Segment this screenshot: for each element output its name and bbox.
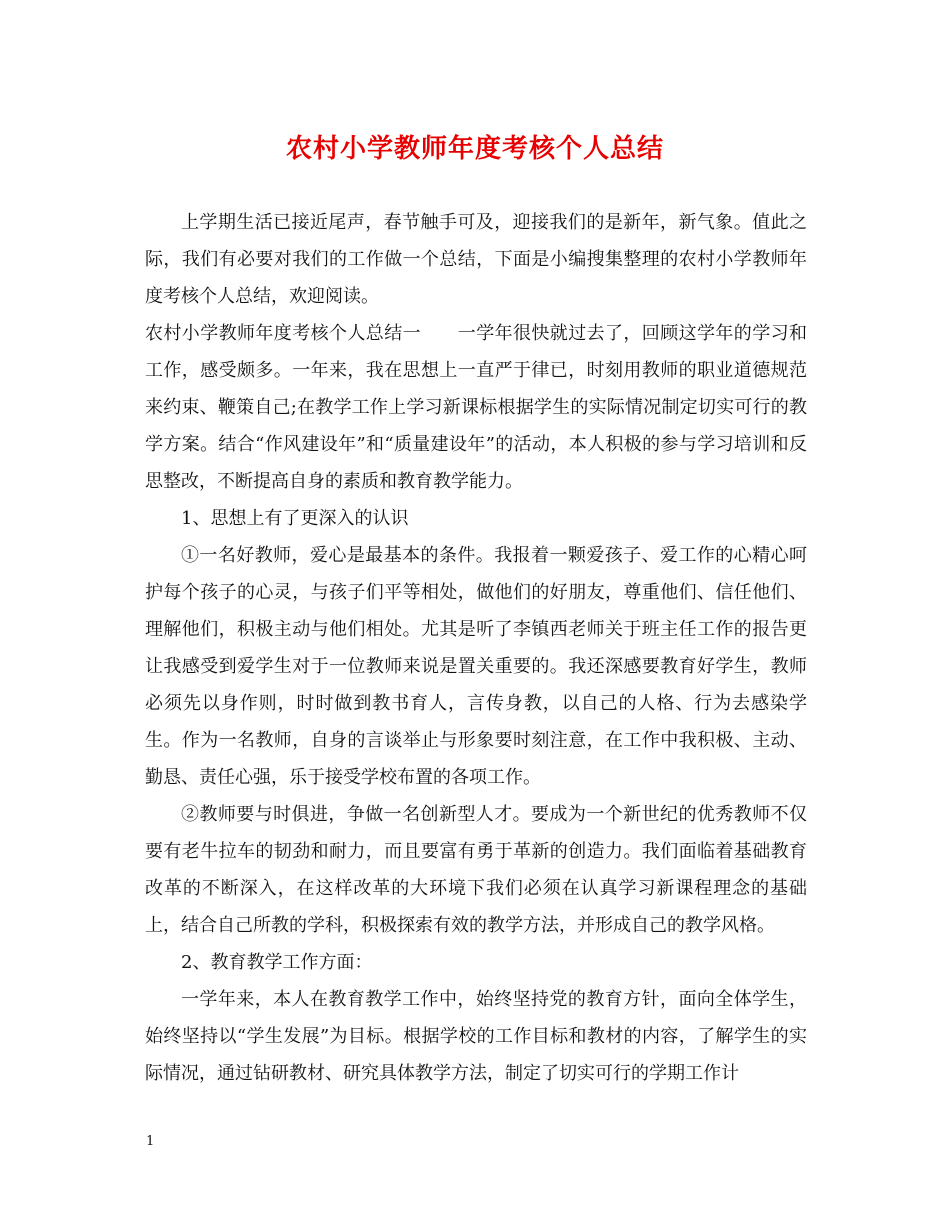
page-number: 1 (146, 1134, 155, 1149)
document-body (145, 204, 807, 1092)
paragraph-intro: 上学期生活已接近尾声，春节触手可及，迎接我们的是新年，新气象。值此之际，我们有必要对我们的工作做一个总结，下面是小编搜集整理的农村小学教师年度考核个人总结，欢迎阅读。 (145, 212, 807, 307)
paragraph-love: ①一名好教师，爱心是最基本的条件。我报着一颗爱孩子、爱工作的心精心呵护每个孩子的心灵，与孩子们平等相处，做他们的好朋友，尊重他们、信任他们、理解他们，积极主动与他们相处。尤其是听了李镇西老师关于班主任工作的报告更让我感受到爱学生对于一位教师来说是置关重要的。我还深感要教育好学生，教师必须先以身作则，时时做到教书育人，言传身教，以自己的人格、行为去感染学生。作为一名教师，自身的言谈举止与形象要时刻注意，在工作中我积极、主动、勤恳、责任心强，乐于接受学校布置的各项工作。 (145, 545, 807, 788)
paragraph-teaching: 一学年来，本人在教育教学工作中，始终坚持党的教育方针，面向全体学生，始终坚持以“学生发展”为目标。根据学校的工作目标和教材的内容，了解学生的实际情况，通过钻研教材、研究具体教学方法，制定了切实可行的学期工作计 (145, 989, 807, 1084)
paragraph-summary-one: 农村小学教师年度考核个人总结一 一学年很快就过去了，回顾这学年的学习和工作，感受颇多。一年来，我在思想上一直严于律已，时刻用教师的职业道德规范来约束、鞭策自己;在教学工作上学习新课标根据学生的实际情况制定切实可行的教学方案。结合“作风建设年”和“质量建设年”的活动，本人积极的参与学习培训和反思整改，不断提高自身的素质和教育教学能力。 (145, 323, 807, 492)
paragraph-innovation: ②教师要与时俱进，争做一名创新型人才。要成为一个新世纪的优秀教师不仅要有老牛拉车的韧劲和耐力，而且要富有勇于革新的创造力。我们面临着基础教育改革的不断深入，在这样改革的大环境下我们必须在认真学习新课程理念的基础上，结合自己所教的学科，积极探索有效的教学方法，并形成自己的教学风格。 (145, 804, 807, 936)
section-heading-teaching: 2、教育教学工作方面： (181, 952, 373, 973)
document-title: 农村小学教师年度考核个人总结 (285, 134, 664, 164)
section-heading-thought: 1、思想上有了更深入的认识 (181, 508, 409, 529)
